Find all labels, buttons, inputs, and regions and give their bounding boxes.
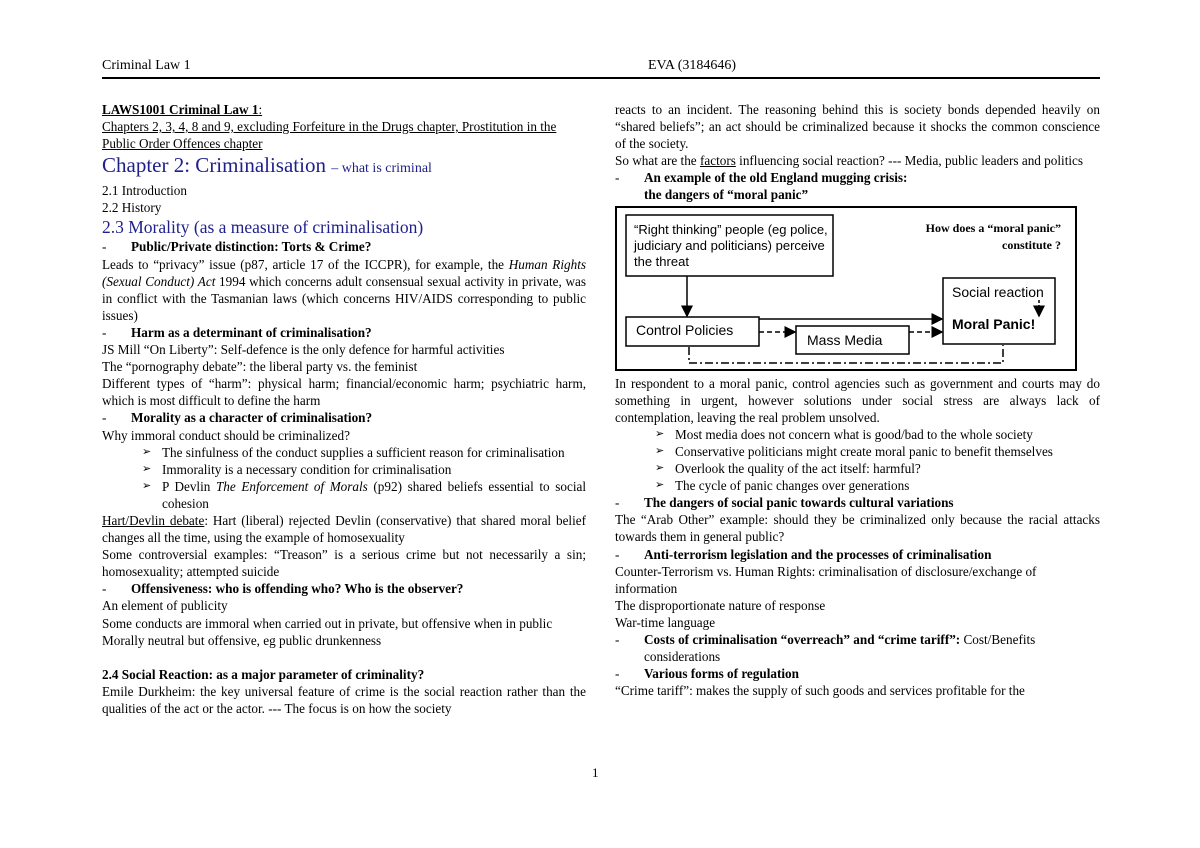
right-column: [615, 101, 1100, 699]
morality-question: Why immoral conduct should be criminalized?: [102, 427, 350, 443]
left-column: [102, 101, 586, 717]
regulation-heading: - Various forms of regulation: [615, 666, 799, 682]
moral-panic-diagram: [615, 206, 1077, 371]
section-2-4-heading: 2.4 Social Reaction: as a major parameter of criminality?: [102, 666, 425, 682]
arrow-bullet-icon: ➢: [655, 462, 665, 475]
offensiveness-line: An element of publicity: [102, 598, 228, 614]
right-thinking-label: “Right thinking” people (eg police, judiciary and politicians) perceive the threat: [634, 221, 828, 269]
harm-line: The “pornography debate”: the liberal party vs. the feminist: [102, 359, 418, 375]
terrorism-line: War-time language: [615, 614, 716, 630]
terrorism-line: The disproportionate nature of response: [615, 597, 826, 613]
list-item: ➢ Conservative politicians might create moral panic to benefit themselves: [655, 443, 1053, 459]
arrow-bullet-icon: ➢: [655, 444, 665, 457]
hart-devlin-paragraph: Hart/Devlin debate: Hart (liberal) rejected Devlin (conservative) that shared moral belief changes all the time, using the example of homosexuality: [102, 512, 587, 546]
list-item: ➢ Most media does not concern what is good/bad to the whole society: [655, 426, 1033, 442]
harm-line: Different types of “harm”: physical harm; financial/economic harm; psychiatric harm, which is most difficult to define the harm: [102, 376, 586, 409]
header-rule: [102, 77, 1100, 79]
page-number: 1: [592, 765, 599, 780]
list-item: ➢ Immorality is a necessary condition for criminalisation: [142, 461, 452, 477]
arrow-bullet-icon: ➢: [142, 462, 152, 475]
running-header-left: Criminal Law 1: [102, 58, 191, 73]
list-item: ➢ The cycle of panic changes over generations: [655, 478, 910, 494]
mass-media-label: Mass Media: [807, 331, 883, 348]
morality-heading: - Morality as a character of criminalisation?: [102, 410, 373, 426]
diagram-question: How does a “moral panic” constitute ?: [925, 220, 1061, 252]
arrow-bullet-icon: ➢: [142, 445, 152, 458]
course-title: LAWS1001 Criminal Law 1:: [102, 102, 263, 117]
costs-heading: - Costs of criminalisation “overreach” and “crime tariff”: Cost/Benefits considerations: [615, 631, 1036, 665]
harm-heading: - Harm as a determinant of criminalisation?: [102, 324, 372, 340]
offensiveness-line: Some conducts are immoral when carried out in private, but offensive when in public: [102, 615, 553, 631]
running-header-right: EVA (3184646): [648, 58, 737, 73]
crime-tariff-line: “Crime tariff”: makes the supply of such goods and services profitable for the: [615, 683, 1025, 699]
offensiveness-line: Morally neutral but offensive, eg public drunkenness: [102, 632, 382, 648]
terrorism-line: Counter-Terrorism vs. Human Rights: criminalisation of disclosure/exchange of information: [615, 563, 1037, 596]
list-item: ➢ The sinfulness of the conduct supplies a sufficient reason for criminalisation: [142, 444, 565, 460]
arrow-bullet-icon: ➢: [655, 479, 665, 492]
privacy-paragraph: Leads to “privacy” issue (p87, article 17 of the ICCPR), for example, the Human Rights (Sexual Conduct) Act 1994 which concerns adult consensual sexual activity in private, was in conflict with the Tasmanian laws (which concerns HIV/AIDS corresponding to public issues): [102, 256, 587, 323]
durkheim-paragraph: Emile Durkheim: the key universal feature of crime is the social reaction rather than the qualities of the act or the actor. --- The focus is on how the society: [102, 683, 586, 716]
section-2-3-heading: 2.3 Morality (as a measure of criminalisation): [102, 217, 424, 238]
list-item: ➢ P Devlin The Enforcement of Morals (p92) shared beliefs essential to social cohesion: [142, 478, 587, 511]
moral-panic-label: Moral Panic!: [952, 315, 1036, 332]
section-2-2: 2.2 History: [102, 200, 162, 216]
controversial-examples: Some controversial examples: “Treason” is a serious crime but not necessarily a sin; homosexuality; attempted suicide: [102, 547, 586, 580]
chapters-note: Chapters 2, 3, 4, 8 and 9, excluding Forfeiture in the Drugs chapter, Prostitution in the Public Order Offences chapter: [102, 119, 557, 152]
harm-line: JS Mill “On Liberty”: Self-defence is the only defence for harmful activities: [102, 342, 505, 358]
arab-other-paragraph: The “Arab Other” example: should they be criminalized only because the racial attacks towards them in general public?: [615, 512, 1100, 545]
terrorism-heading: - Anti-terrorism legislation and the processes of criminalisation: [615, 546, 992, 562]
list-item: ➢ Overlook the quality of the act itself: harmful?: [655, 461, 921, 477]
chapter-heading: Chapter 2: Criminalisation – what is criminal: [102, 153, 432, 178]
continued-paragraph: reacts to an incident. The reasoning behind this is society bonds depended heavily on “shared beliefs”; an act should be criminalized because it shocks the common conscience of the society.: [615, 102, 1100, 152]
arrow-bullet-icon: ➢: [655, 427, 665, 440]
arrow-bullet-icon: ➢: [142, 479, 152, 492]
factors-paragraph: So what are the factors influencing social reaction? --- Media, public leaders and politics: [615, 153, 1084, 169]
section-2-1: 2.1 Introduction: [102, 183, 187, 199]
response-paragraph: In respondent to a moral panic, control agencies such as government and courts may do something in urgent, however solutions under social stress are always lack of contemplation, leaving the real problem unsolved.: [615, 375, 1100, 425]
social-reaction-label: Social reaction: [952, 283, 1044, 300]
offensiveness-heading: - Offensiveness: who is offending who? Who is the observer?: [102, 581, 464, 597]
cultural-heading: - The dangers of social panic towards cultural variations: [615, 495, 954, 511]
control-policies-label: Control Policies: [636, 321, 734, 338]
mugging-heading: - An example of the old England mugging crisis: the dangers of “moral panic”: [615, 170, 908, 203]
public-private-heading: - Public/Private distinction: Torts & Crime?: [102, 239, 372, 255]
